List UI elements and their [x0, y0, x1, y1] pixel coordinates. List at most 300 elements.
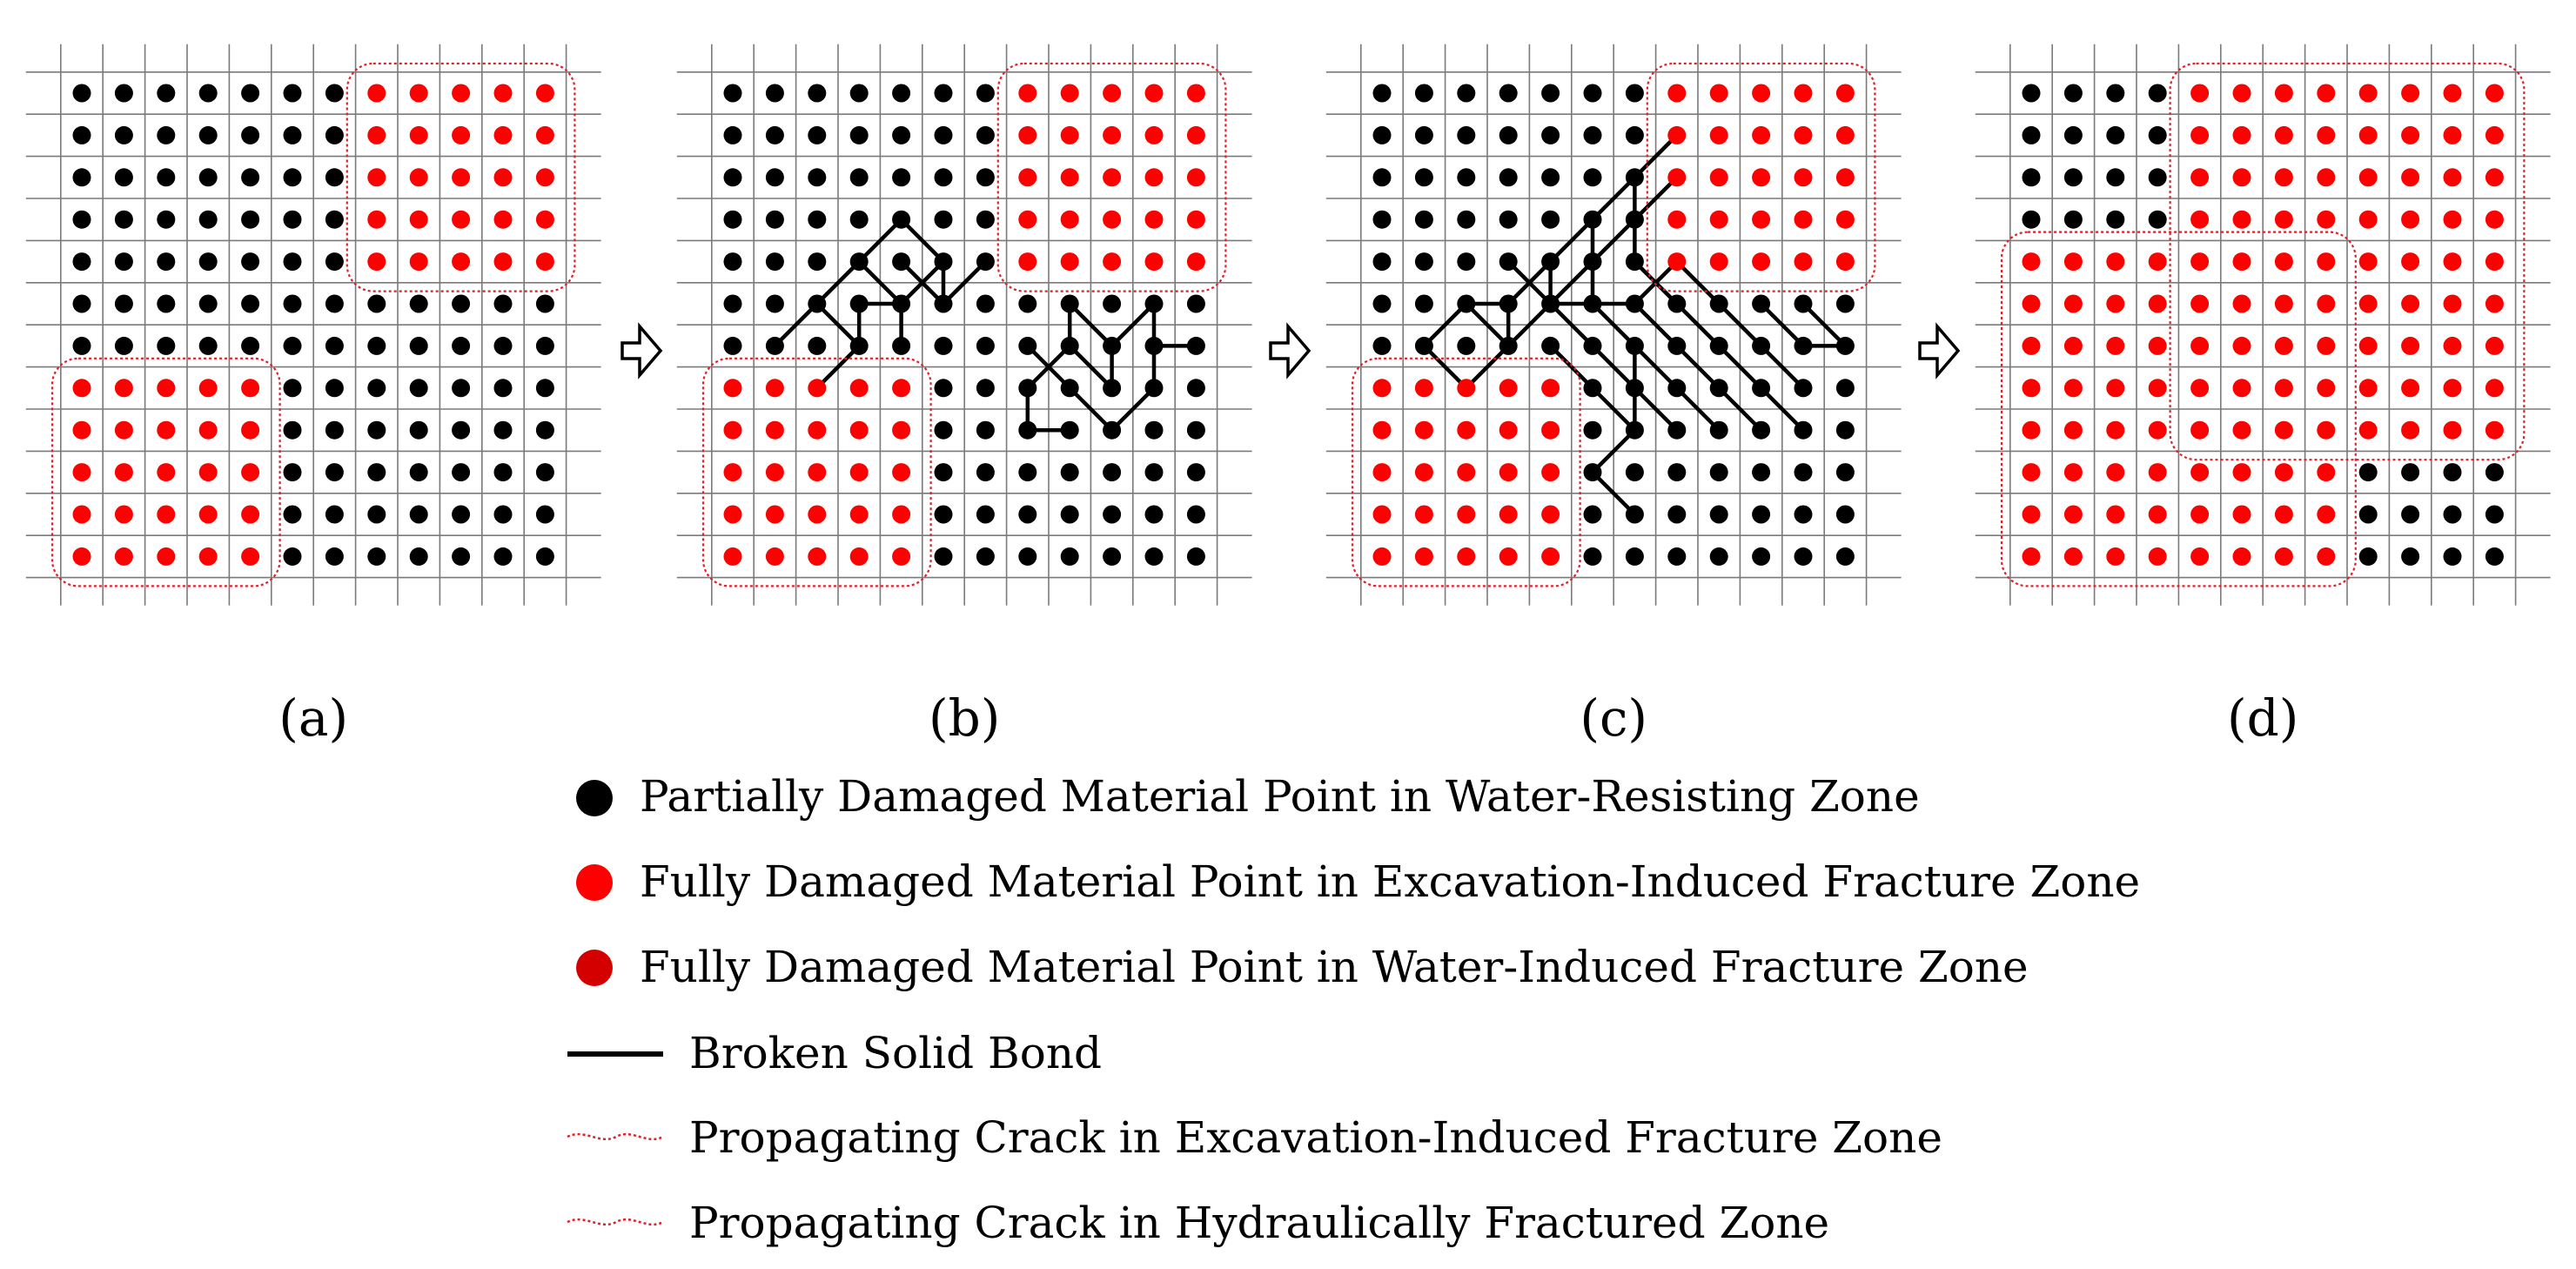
partially-damaged-point	[1584, 295, 1602, 313]
partially-damaged-point	[157, 211, 175, 229]
fully-damaged-point	[808, 421, 826, 440]
partially-damaged-point	[1018, 379, 1036, 397]
partially-damaged-point	[1145, 547, 1164, 566]
fully-damaged-point	[2233, 463, 2251, 481]
fully-damaged-point	[2149, 295, 2167, 313]
partially-damaged-point	[1187, 463, 1205, 481]
fully-damaged-point	[2233, 295, 2251, 313]
fully-damaged-point	[1541, 463, 1560, 481]
fully-damaged-point	[2275, 84, 2293, 103]
fully-damaged-point	[2485, 295, 2504, 313]
fully-damaged-point	[241, 463, 259, 481]
partially-damaged-point	[199, 295, 218, 313]
fully-damaged-point	[2233, 252, 2251, 271]
fully-damaged-point	[2106, 463, 2124, 481]
partially-damaged-point	[1710, 337, 1728, 355]
fully-damaged-point	[241, 547, 259, 566]
fully-damaged-point	[1145, 252, 1164, 271]
partially-damaged-point	[1710, 547, 1728, 566]
fully-damaged-point	[1187, 126, 1205, 144]
fully-damaged-point	[1794, 126, 1813, 144]
partially-damaged-point	[724, 126, 742, 144]
partially-damaged-point	[1626, 168, 1644, 186]
fully-damaged-point	[2444, 126, 2462, 144]
fully-damaged-point	[2317, 84, 2335, 103]
partially-damaged-point	[1626, 337, 1644, 355]
partially-damaged-point	[935, 295, 953, 313]
partially-damaged-point	[1145, 379, 1164, 397]
partially-damaged-point	[935, 506, 953, 524]
partially-damaged-point	[724, 211, 742, 229]
partially-damaged-point	[892, 295, 910, 313]
fully-damaged-point	[766, 379, 784, 397]
partially-damaged-point	[2106, 84, 2124, 103]
partially-damaged-point	[241, 211, 259, 229]
fully-damaged-point	[2106, 337, 2124, 355]
partially-damaged-point	[410, 295, 428, 313]
partially-damaged-point	[935, 84, 953, 103]
partially-damaged-point	[2023, 126, 2041, 144]
fully-damaged-point	[892, 506, 910, 524]
partially-damaged-point	[284, 463, 302, 481]
fully-damaged-point	[1457, 506, 1475, 524]
fully-damaged-point	[2190, 84, 2209, 103]
partially-damaged-point	[1752, 547, 1770, 566]
fully-damaged-point	[766, 547, 784, 566]
partially-damaged-point	[892, 126, 910, 144]
fully-damaged-point	[2359, 421, 2378, 440]
fully-damaged-point	[1061, 252, 1079, 271]
partially-damaged-point	[452, 547, 470, 566]
fully-damaged-point	[536, 211, 554, 229]
partially-damaged-point	[73, 295, 91, 313]
fully-damaged-point	[2149, 463, 2167, 481]
fully-damaged-point	[157, 379, 175, 397]
fully-damaged-point	[892, 379, 910, 397]
partially-damaged-point	[284, 547, 302, 566]
legend-item-water-fully-damaged	[576, 942, 2029, 992]
fully-damaged-point	[115, 463, 133, 481]
legend-label-excavation-fully-damaged: Fully Damaged Material Point in Excavation-Induced Fracture Zone	[640, 856, 2141, 907]
fully-damaged-point	[2064, 506, 2083, 524]
partially-damaged-point	[1710, 463, 1728, 481]
fully-damaged-point	[2444, 421, 2462, 440]
partially-damaged-point	[2485, 547, 2504, 566]
partially-damaged-point	[2149, 126, 2167, 144]
panel-b	[677, 44, 1252, 748]
partially-damaged-point	[1373, 211, 1392, 229]
partially-damaged-point	[766, 168, 784, 186]
fully-damaged-point	[2233, 126, 2251, 144]
fully-damaged-point	[2190, 211, 2209, 229]
partially-damaged-point	[199, 84, 218, 103]
partially-damaged-point	[410, 337, 428, 355]
fully-damaged-point	[2190, 126, 2209, 144]
partially-damaged-point	[1626, 463, 1644, 481]
partially-damaged-point	[325, 463, 344, 481]
fully-damaged-point	[1752, 168, 1770, 186]
fully-damaged-point	[73, 463, 91, 481]
fully-damaged-point	[2023, 463, 2041, 481]
partially-damaged-point	[284, 421, 302, 440]
partially-damaged-point	[1187, 547, 1205, 566]
fully-damaged-point	[808, 506, 826, 524]
fully-damaged-point	[2106, 421, 2124, 440]
fully-damaged-point	[2359, 379, 2378, 397]
partially-damaged-point	[115, 295, 133, 313]
right-arrow-icon	[1271, 326, 1309, 375]
partially-damaged-point	[808, 337, 826, 355]
fully-damaged-point	[1187, 168, 1205, 186]
fully-damaged-point	[1457, 379, 1475, 397]
fully-damaged-point	[199, 421, 218, 440]
fully-damaged-point	[2485, 84, 2504, 103]
fully-damaged-point	[2485, 126, 2504, 144]
partially-damaged-point	[536, 295, 554, 313]
partially-damaged-point	[976, 463, 995, 481]
partially-damaged-point	[1145, 295, 1164, 313]
partially-damaged-point	[1541, 252, 1560, 271]
partially-damaged-point	[1626, 421, 1644, 440]
partially-damaged-point	[2106, 211, 2124, 229]
fully-damaged-point	[2190, 379, 2209, 397]
legend-darkred-dot	[576, 950, 613, 986]
legend-label-water-fully-damaged: Fully Damaged Material Point in Water-Induced Fracture Zone	[640, 942, 2029, 992]
partially-damaged-point	[1626, 252, 1644, 271]
partially-damaged-point	[1499, 252, 1518, 271]
fully-damaged-point	[157, 506, 175, 524]
fully-damaged-point	[2317, 211, 2335, 229]
partially-damaged-point	[157, 126, 175, 144]
partially-damaged-point	[284, 295, 302, 313]
partially-damaged-point	[1187, 337, 1205, 355]
fully-damaged-point	[2317, 295, 2335, 313]
partially-damaged-point	[1373, 84, 1392, 103]
fully-damaged-point	[367, 168, 386, 186]
partially-damaged-point	[325, 126, 344, 144]
fully-damaged-point	[2359, 168, 2378, 186]
fully-damaged-point	[1415, 379, 1433, 397]
partially-damaged-point	[1794, 506, 1813, 524]
legend-red-dot	[576, 864, 613, 901]
partially-damaged-point	[1752, 463, 1770, 481]
partially-damaged-point	[1794, 337, 1813, 355]
fully-damaged-point	[2106, 547, 2124, 566]
fully-damaged-point	[2317, 421, 2335, 440]
fully-damaged-point	[2401, 168, 2419, 186]
partially-damaged-point	[1836, 506, 1855, 524]
fully-damaged-point	[1103, 211, 1121, 229]
panel-label: (a)	[278, 688, 349, 748]
partially-damaged-point	[1457, 84, 1475, 103]
partially-damaged-point	[536, 337, 554, 355]
partially-damaged-point	[1584, 126, 1602, 144]
partially-damaged-point	[1794, 421, 1813, 440]
partially-damaged-point	[157, 337, 175, 355]
fully-damaged-point	[1752, 126, 1770, 144]
partially-damaged-point	[1584, 84, 1602, 103]
partially-damaged-point	[935, 211, 953, 229]
fully-damaged-point	[410, 168, 428, 186]
partially-damaged-point	[1103, 295, 1121, 313]
fully-damaged-point	[1187, 84, 1205, 103]
fully-damaged-point	[1457, 421, 1475, 440]
partially-damaged-point	[284, 252, 302, 271]
partially-damaged-point	[1794, 379, 1813, 397]
partially-damaged-point	[1061, 547, 1079, 566]
fully-damaged-point	[1103, 252, 1121, 271]
fully-damaged-point	[199, 506, 218, 524]
fully-damaged-point	[2485, 421, 2504, 440]
partially-damaged-point	[1836, 421, 1855, 440]
fully-damaged-point	[2275, 252, 2293, 271]
panels	[26, 44, 2551, 748]
fully-damaged-point	[2233, 547, 2251, 566]
partially-damaged-point	[808, 211, 826, 229]
partially-damaged-point	[892, 252, 910, 271]
fully-damaged-point	[73, 421, 91, 440]
partially-damaged-point	[452, 421, 470, 440]
fully-damaged-point	[2064, 421, 2083, 440]
fully-damaged-point	[1018, 211, 1036, 229]
legend-label-partially-damaged: Partially Damaged Material Point in Water-Resisting Zone	[640, 771, 1920, 822]
fully-damaged-point	[1457, 463, 1475, 481]
partially-damaged-point	[850, 211, 869, 229]
fully-damaged-point	[850, 379, 869, 397]
partially-damaged-point	[1584, 168, 1602, 186]
partially-damaged-point	[1584, 463, 1602, 481]
partially-damaged-point	[808, 126, 826, 144]
partially-damaged-point	[536, 506, 554, 524]
fully-damaged-point	[2190, 295, 2209, 313]
fully-damaged-point	[1103, 84, 1121, 103]
partially-damaged-point	[1710, 295, 1728, 313]
fully-damaged-point	[2106, 252, 2124, 271]
fully-damaged-point	[2485, 168, 2504, 186]
partially-damaged-point	[284, 211, 302, 229]
fully-damaged-point	[2275, 421, 2293, 440]
partially-damaged-point	[325, 379, 344, 397]
partially-damaged-point	[1457, 295, 1475, 313]
fully-damaged-point	[1541, 379, 1560, 397]
partially-damaged-point	[935, 337, 953, 355]
partially-damaged-point	[73, 168, 91, 186]
fully-damaged-point	[1018, 168, 1036, 186]
fully-damaged-point	[2190, 168, 2209, 186]
partially-damaged-point	[494, 421, 513, 440]
partially-damaged-point	[935, 463, 953, 481]
fully-damaged-point	[1836, 84, 1855, 103]
partially-damaged-point	[850, 84, 869, 103]
legend-item-partially-damaged	[576, 771, 1920, 822]
partially-damaged-point	[452, 337, 470, 355]
fully-damaged-point	[724, 506, 742, 524]
partially-damaged-point	[2064, 168, 2083, 186]
fully-damaged-point	[2064, 463, 2083, 481]
fully-damaged-point	[808, 379, 826, 397]
fully-damaged-point	[2233, 421, 2251, 440]
fully-damaged-point	[115, 506, 133, 524]
partially-damaged-point	[1836, 337, 1855, 355]
fully-damaged-point	[1667, 126, 1686, 144]
partially-damaged-point	[536, 379, 554, 397]
partially-damaged-point	[367, 295, 386, 313]
fully-damaged-point	[2149, 379, 2167, 397]
fully-damaged-point	[241, 379, 259, 397]
partially-damaged-point	[935, 421, 953, 440]
partially-damaged-point	[976, 211, 995, 229]
fully-damaged-point	[2275, 337, 2293, 355]
partially-damaged-point	[1145, 337, 1164, 355]
partially-damaged-point	[2149, 168, 2167, 186]
partially-damaged-point	[1018, 463, 1036, 481]
partially-damaged-point	[325, 421, 344, 440]
partially-damaged-point	[976, 421, 995, 440]
fully-damaged-point	[1499, 547, 1518, 566]
partially-damaged-point	[2023, 211, 2041, 229]
fully-damaged-point	[2064, 295, 2083, 313]
partially-damaged-point	[536, 547, 554, 566]
fully-damaged-point	[157, 421, 175, 440]
fully-damaged-point	[2401, 252, 2419, 271]
partially-damaged-point	[935, 126, 953, 144]
fully-damaged-point	[1187, 211, 1205, 229]
partially-damaged-point	[284, 506, 302, 524]
partially-damaged-point	[452, 506, 470, 524]
partially-damaged-point	[2359, 506, 2378, 524]
fully-damaged-point	[1752, 252, 1770, 271]
fully-damaged-point	[2149, 252, 2167, 271]
fully-damaged-point	[1710, 211, 1728, 229]
fully-damaged-point	[452, 252, 470, 271]
fully-damaged-point	[2359, 211, 2378, 229]
partially-damaged-point	[2106, 126, 2124, 144]
fully-damaged-point	[2190, 421, 2209, 440]
partially-damaged-point	[892, 211, 910, 229]
partially-damaged-point	[1541, 211, 1560, 229]
partially-damaged-point	[325, 506, 344, 524]
partially-damaged-point	[1626, 379, 1644, 397]
fully-damaged-point	[2275, 463, 2293, 481]
legend-item-crack-excavation	[567, 1112, 1942, 1163]
partially-damaged-point	[892, 168, 910, 186]
partially-damaged-point	[1584, 506, 1602, 524]
partially-damaged-point	[2023, 84, 2041, 103]
fully-damaged-point	[2023, 379, 2041, 397]
fully-damaged-point	[494, 211, 513, 229]
fully-damaged-point	[724, 463, 742, 481]
partially-damaged-point	[1710, 506, 1728, 524]
fully-damaged-point	[115, 379, 133, 397]
partially-damaged-point	[1187, 421, 1205, 440]
fully-damaged-point	[2233, 84, 2251, 103]
fully-damaged-point	[1499, 421, 1518, 440]
fully-damaged-point	[2401, 421, 2419, 440]
legend-dotted-wave	[567, 1134, 663, 1139]
partially-damaged-point	[1499, 168, 1518, 186]
partially-damaged-point	[157, 252, 175, 271]
fully-damaged-point	[157, 463, 175, 481]
fully-damaged-point	[2317, 463, 2335, 481]
partially-damaged-point	[1018, 506, 1036, 524]
partially-damaged-point	[115, 84, 133, 103]
fully-damaged-point	[1187, 252, 1205, 271]
partially-damaged-point	[199, 211, 218, 229]
partially-damaged-point	[284, 84, 302, 103]
fully-damaged-point	[1061, 126, 1079, 144]
fully-damaged-point	[367, 84, 386, 103]
partially-damaged-point	[1061, 379, 1079, 397]
fully-damaged-point	[494, 252, 513, 271]
fully-damaged-point	[2401, 337, 2419, 355]
fully-damaged-point	[2149, 547, 2167, 566]
partially-damaged-point	[494, 337, 513, 355]
partially-damaged-point	[1415, 126, 1433, 144]
legend-item-excavation-fully-damaged	[576, 856, 2140, 907]
fully-damaged-point	[410, 211, 428, 229]
fully-damaged-point	[2233, 506, 2251, 524]
partially-damaged-point	[115, 168, 133, 186]
fully-damaged-point	[2064, 379, 2083, 397]
partially-damaged-point	[1018, 547, 1036, 566]
fully-damaged-point	[199, 463, 218, 481]
fully-damaged-point	[494, 84, 513, 103]
partially-damaged-point	[1541, 295, 1560, 313]
partially-damaged-point	[115, 252, 133, 271]
fully-damaged-point	[367, 252, 386, 271]
partially-damaged-point	[1752, 379, 1770, 397]
fully-damaged-point	[1541, 421, 1560, 440]
partially-damaged-point	[1145, 463, 1164, 481]
fully-damaged-point	[2275, 295, 2293, 313]
fully-damaged-point	[1541, 547, 1560, 566]
partially-damaged-point	[976, 379, 995, 397]
partially-damaged-point	[1794, 295, 1813, 313]
partially-damaged-point	[410, 421, 428, 440]
partially-damaged-point	[1667, 337, 1686, 355]
partially-damaged-point	[766, 211, 784, 229]
fully-damaged-point	[2401, 84, 2419, 103]
fully-damaged-point	[1710, 126, 1728, 144]
partially-damaged-point	[115, 337, 133, 355]
partially-damaged-point	[808, 168, 826, 186]
panel-c	[1326, 44, 1902, 748]
fully-damaged-point	[2401, 295, 2419, 313]
fully-damaged-point	[2485, 379, 2504, 397]
partially-damaged-point	[1373, 295, 1392, 313]
fully-damaged-point	[2275, 168, 2293, 186]
fully-damaged-point	[241, 506, 259, 524]
fully-damaged-point	[1541, 506, 1560, 524]
fully-damaged-point	[2190, 463, 2209, 481]
partially-damaged-point	[976, 295, 995, 313]
partially-damaged-point	[2401, 463, 2419, 481]
partially-damaged-point	[724, 337, 742, 355]
fully-damaged-point	[2317, 126, 2335, 144]
fully-damaged-point	[2401, 379, 2419, 397]
partially-damaged-point	[1187, 379, 1205, 397]
partially-damaged-point	[1415, 168, 1433, 186]
fully-damaged-point	[1836, 126, 1855, 144]
partially-damaged-point	[2106, 168, 2124, 186]
panel-label: (b)	[929, 688, 1001, 748]
partially-damaged-point	[1018, 295, 1036, 313]
fully-damaged-point	[452, 168, 470, 186]
partially-damaged-point	[1710, 379, 1728, 397]
fully-damaged-point	[850, 421, 869, 440]
partially-damaged-point	[157, 295, 175, 313]
fully-damaged-point	[2485, 211, 2504, 229]
